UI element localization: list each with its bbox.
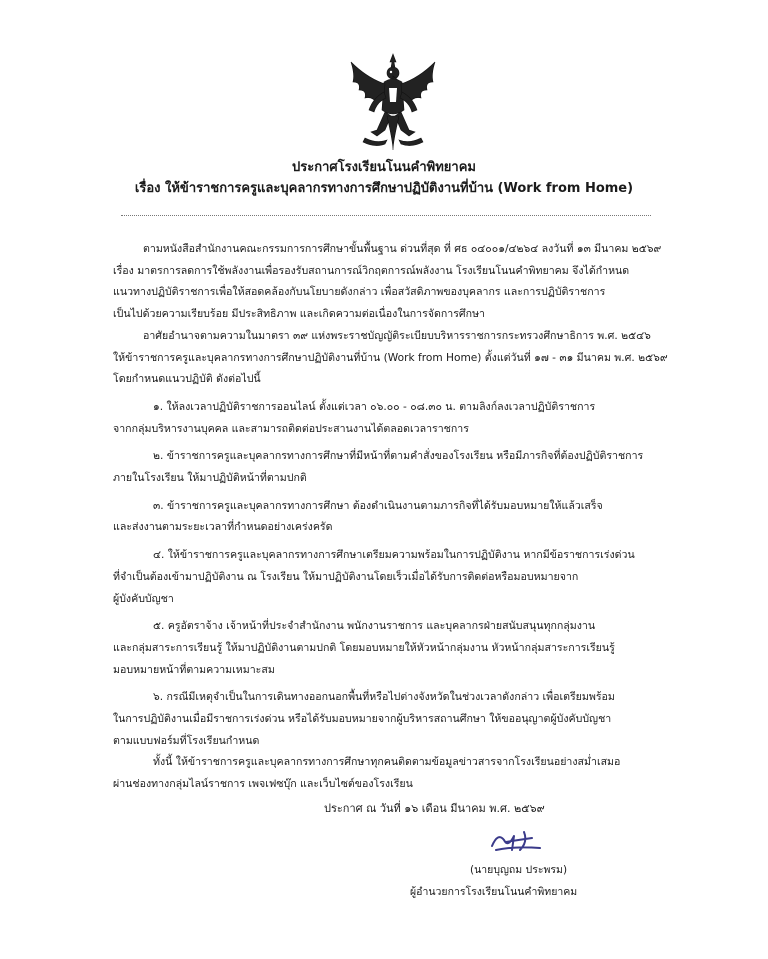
announcement-date: ประกาศ ณ วันที่ ๑๖ เดือน มีนาคม พ.ศ. ๒๕๖๙ <box>324 802 545 815</box>
body-line: ๓. ข้าราชการครูและบุคลากรทางการศึกษา ต้องดำเนินงานตามภารกิจที่ได้รับมอบหมายให้แล้วเสร็จ <box>153 499 603 512</box>
body-line: ๑. ให้ลงเวลาปฏิบัติราชการออนไลน์ ตั้งแต่เวลา ๐๖.๐๐ - ๐๘.๓๐ น. ตามลิงก์ลงเวลาปฏิบัติราชการ <box>153 400 596 413</box>
body-line: ให้ข้าราชการครูและบุคลากรทางการศึกษาปฏิบัติงานที่บ้าน (Work from Home) ตั้งแต่วันที่ ๑๗ - ๓๑ มีนาคม พ.ศ. ๒๕๖๙ <box>113 351 668 364</box>
announcement-subject: เรื่อง ให้ข้าราชการครูและบุคลากรทางการศึกษาปฏิบัติงานที่บ้าน (Work from Home) <box>134 181 634 196</box>
signer-position: ผู้อำนวยการโรงเรียนโนนคำพิทยาคม <box>410 886 578 898</box>
body-line: และกลุ่มสาระการเรียนรู้ ให้มาปฏิบัติงานตามปกติ โดยมอบหมายให้หัวหน้ากลุ่มงาน หัวหน้ากลุ่มสาระการเรียนรู้ <box>113 641 615 654</box>
body-line: และส่งงานตามระยะเวลาที่กำหนดอย่างเคร่งครัด <box>113 521 333 534</box>
body-line: แนวทางปฏิบัติราชการเพื่อให้สอดคล้องกับนโยบายดังกล่าว เพื่อสวัสดิภาพของบุคลากร และการปฏิบัติราชการ <box>113 286 606 299</box>
body-line: ทั้งนี้ ให้ข้าราชการครูและบุคลากรทางการศึกษาทุกคนติดตามข้อมูลข่าวสารจากโรงเรียนอย่างสม่ำเสมอ <box>153 756 621 769</box>
body-line: ๕. ครูอัตราจ้าง เจ้าหน้าที่ประจำสำนักงาน พนักงานราชการ และบุคลากรฝ่ายสนับสนุนทุกกลุ่มงาน <box>153 620 596 633</box>
body-line: ที่จำเป็นต้องเข้ามาปฏิบัติงาน ณ โรงเรียน ให้มาปฏิบัติงานโดยเร็วเมื่อได้รับการติดต่อหรือมอบหมายจาก <box>113 570 579 583</box>
body-line: มอบหมายหน้าที่ตามความเหมาะสม <box>113 663 275 676</box>
title-divider <box>121 215 651 216</box>
body-line: โดยกำหนดแนวปฏิบัติ ดังต่อไปนี้ <box>113 373 261 386</box>
body-line: ๒. ข้าราชการครูและบุคลากรทางการศึกษาที่มีหน้าที่ตามคำสั่งของโรงเรียน หรือมีภารกิจที่ต้องปฏิบัติราชการ <box>153 450 644 463</box>
garuda-emblem <box>347 52 439 152</box>
body-line: อาศัยอำนาจตามความในมาตรา ๓๙ แห่งพระราชบัญญัติระเบียบบริหารราชการกระทรวงศึกษาธิการ พ.ศ. ๒๕๔๖ <box>143 329 651 342</box>
body-line: ผ่านช่องทางกลุ่มไลน์ราชการ เพจเฟซบุ๊ก และเว็บไซต์ของโรงเรียน <box>113 778 413 791</box>
body-line: ๖. กรณีมีเหตุจำเป็นในการเดินทางออกนอกพื้นที่หรือไปต่างจังหวัดในช่วงเวลาดังกล่าว เพื่อเตรียมพร้อม <box>153 691 615 704</box>
body-line: ๔. ให้ข้าราชการครูและบุคลากรทางการศึกษาเตรียมความพร้อมในการปฏิบัติงาน หากมีข้อราชการเร่งด่วน <box>153 549 635 562</box>
body-line: จากกลุ่มบริหารงานบุคคล และสามารถติดต่อประสานงานได้ตลอดเวลาราชการ <box>113 422 469 435</box>
body-line: เรื่อง มาตรการลดการใช้พลังงานเพื่อรองรับสถานการณ์วิกฤตการณ์พลังงาน โรงเรียนโนนคำพิทยาคม จึงได้กำหนด <box>113 264 630 277</box>
body-line: ตามหนังสือสำนักงานคณะกรรมการการศึกษาขั้นพื้นฐาน ด่วนที่สุด ที่ ศธ ๐๔๐๐๑/๔๒๖๔ ลงวันที่ ๑๓ มีนาคม ๒๕๖๙ <box>143 243 662 255</box>
body-line: เป็นไปด้วยความเรียบร้อย มีประสิทธิภาพ และเกิดความต่อเนื่องในการจัดการศึกษา <box>113 308 486 321</box>
body-line: ในการปฏิบัติงานเมื่อมีราชการเร่งด่วน หรือได้รับมอบหมายจากผู้บริหารสถานศึกษา ให้ขออนุญาตผู้บังคับบัญชา <box>113 713 612 726</box>
body-line: ผู้บังคับบัญชา <box>113 592 174 605</box>
body-line: ตามแบบฟอร์มที่โรงเรียนกำหนด <box>113 734 260 747</box>
signer-name: (นายบุญถม ประพรม) <box>470 864 568 876</box>
announcement-title: ประกาศโรงเรียนโนนคำพิทยาคม <box>292 160 476 175</box>
announcement-body <box>113 239 668 796</box>
body-line: ภายในโรงเรียน ให้มาปฏิบัติหน้าที่ตามปกติ <box>113 472 307 485</box>
handwritten-signature <box>484 826 544 854</box>
